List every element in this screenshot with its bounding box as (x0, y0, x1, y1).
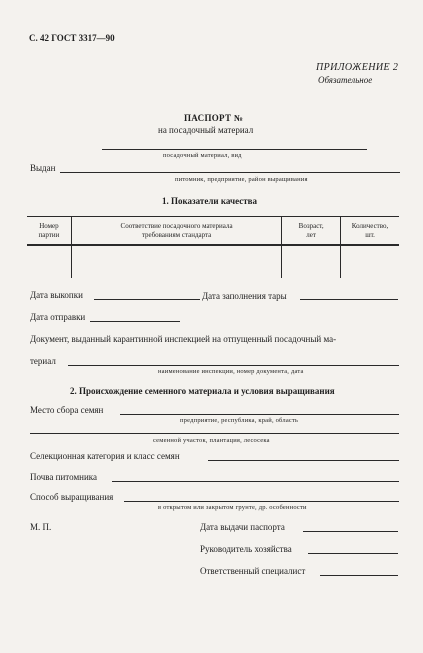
issued-line[interactable] (60, 172, 400, 173)
stamp-label: М. П. (30, 522, 52, 532)
plot-caption: семенной участок, плантация, лесосека (153, 437, 270, 444)
table-cell[interactable] (341, 246, 399, 279)
issue-date-line[interactable] (303, 531, 398, 532)
enterprise-caption: предприятие, республика, край, область (180, 417, 299, 424)
ground-caption: в открытом или закрытом грунте, др. особенности (158, 504, 307, 511)
material-caption: посадочный материал, вид (163, 152, 242, 159)
specialist-signature-line[interactable] (320, 575, 398, 576)
seed-place-line[interactable] (120, 414, 399, 415)
table-row (27, 246, 399, 279)
head-label: Руководитель хозяйства (200, 544, 292, 554)
head-signature-line[interactable] (308, 553, 398, 554)
table-header-row (27, 217, 399, 246)
issued-label: Выдан (30, 163, 56, 173)
ship-date-label: Дата отправки (30, 312, 86, 322)
method-line[interactable] (124, 501, 399, 502)
specialist-label: Ответственный специалист (200, 566, 306, 576)
pack-date-label: Дата заполнения тары (202, 291, 287, 301)
table-divider (27, 244, 399, 245)
col-header-batch: Номер партии (27, 217, 71, 246)
material-line (102, 149, 367, 150)
col-header-age: Возраст, лет (282, 217, 341, 246)
inspection-caption: наименование инспекции, номер документа, дата (158, 368, 304, 375)
soil-label: Почва питомника (30, 472, 98, 482)
table-cell[interactable] (27, 246, 71, 279)
nursery-caption: питомник, предприятие, район выращивания (175, 176, 308, 183)
ship-date-line[interactable] (90, 321, 180, 322)
issue-date-label: Дата выдачи паспорта (200, 522, 285, 532)
pack-date-line[interactable] (300, 299, 398, 300)
mandatory-label: Обязательное (318, 75, 373, 85)
dig-date-line[interactable] (94, 299, 200, 300)
method-label: Способ выращивания (30, 492, 114, 502)
seed-plot-line[interactable] (30, 433, 399, 434)
quarantine-doc-label-cont: териал (30, 356, 56, 366)
category-label: Селекционная категория и класс семян (30, 451, 180, 461)
section2-title: 2. Происхождение семенного материала и условия выращивания (70, 386, 335, 396)
passport-subtitle: на посадочный материал (158, 125, 254, 135)
col-header-compliance: Соответствие посадочного материала требованиям стандарта (71, 217, 281, 246)
page-reference: С. 42 ГОСТ 3317—90 (29, 33, 115, 43)
col-header-quantity: Количество, шт. (341, 217, 399, 246)
quarantine-doc-line[interactable] (68, 365, 399, 366)
section1-title: 1. Показатели качества (162, 196, 257, 206)
seed-place-label: Место сбора семян (30, 405, 104, 415)
table-cell[interactable] (71, 246, 281, 279)
category-line[interactable] (208, 460, 399, 461)
soil-line[interactable] (112, 481, 399, 482)
appendix-label: ПРИЛОЖЕНИЕ 2 (316, 62, 399, 73)
table-cell[interactable] (282, 246, 341, 279)
quarantine-doc-label: Документ, выданный карантинной инспекцией на отпущенный посадочный ма- (30, 334, 337, 344)
dig-date-label: Дата выкопки (30, 290, 83, 300)
quality-table (27, 216, 399, 278)
passport-title: ПАСПОРТ № (184, 113, 244, 123)
